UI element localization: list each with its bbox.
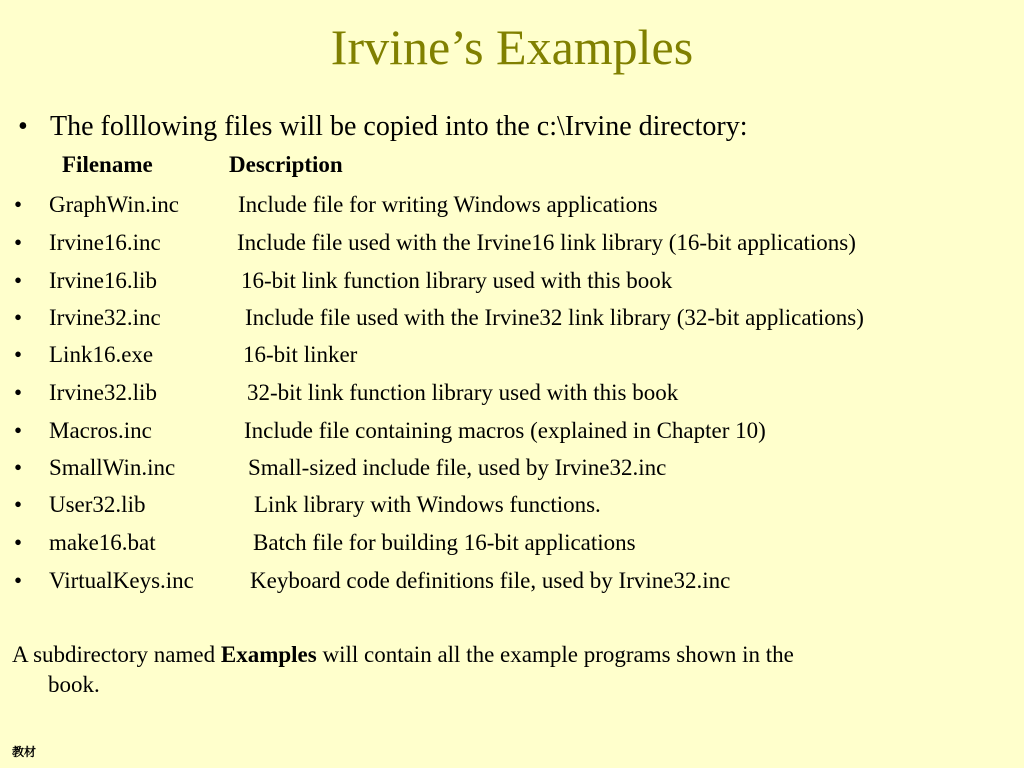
header-filename: Filename [62,152,153,177]
header-description: Description [229,152,343,177]
slide-title: Irvine’s Examples [330,19,694,75]
corner-label: 教材 [12,745,37,759]
bullet-icon: • [14,568,23,593]
file-description: Include file used with the Irvine16 link library (16-bit applications) [237,230,856,255]
file-name: Macros.inc [49,418,152,443]
file-description: Include file for writing Windows applications [238,192,658,217]
footer-prefix: A subdirectory named [12,642,221,667]
bullet-icon: • [14,192,23,217]
file-name: SmallWin.inc [49,455,176,480]
file-description: Small-sized include file, used by Irvine32.inc [248,455,667,480]
bullet-icon: • [14,268,23,293]
bullet-icon: • [14,342,23,367]
file-description: Batch file for building 16-bit applications [253,530,636,555]
file-name: Irvine32.inc [49,305,161,330]
file-description: Include file containing macros (explained in Chapter 10) [244,418,766,443]
bullet-icon: • [14,230,23,255]
file-description: 16-bit link function library used with this book [241,268,673,293]
intro-text: The folllowing files will be copied into the c:\Irvine directory: [50,111,748,142]
file-name: User32.lib [49,492,146,517]
bullet-icon: • [14,305,23,330]
footer-note [12,640,1002,700]
file-name: VirtualKeys.inc [49,568,194,593]
file-description: 32-bit link function library used with this book [247,380,679,405]
file-description: Link library with Windows functions. [254,492,601,517]
intro-line [18,108,747,146]
bullet-icon: • [14,530,23,555]
bullet-icon: • [14,380,23,405]
footer-suffix: will contain all the example programs shown in the [316,642,794,667]
footer-bold-examples: Examples [220,642,317,667]
file-name: Irvine32.lib [49,380,157,405]
file-description: Include file used with the Irvine32 link library (32-bit applications) [245,305,864,330]
file-name: Irvine16.lib [49,268,157,293]
file-name: Irvine16.inc [49,230,161,255]
bullet-icon: • [14,455,23,480]
file-name: make16.bat [49,530,156,555]
file-name: Link16.exe [49,342,154,367]
footer-continuation: book. [48,672,100,697]
bullet-icon: • [18,111,28,142]
file-name: GraphWin.inc [49,192,180,217]
file-description: 16-bit linker [243,342,358,367]
file-description: Keyboard code definitions file, used by Irvine32.inc [250,568,731,593]
bullet-icon: • [14,418,23,443]
bullet-icon: • [14,492,23,517]
